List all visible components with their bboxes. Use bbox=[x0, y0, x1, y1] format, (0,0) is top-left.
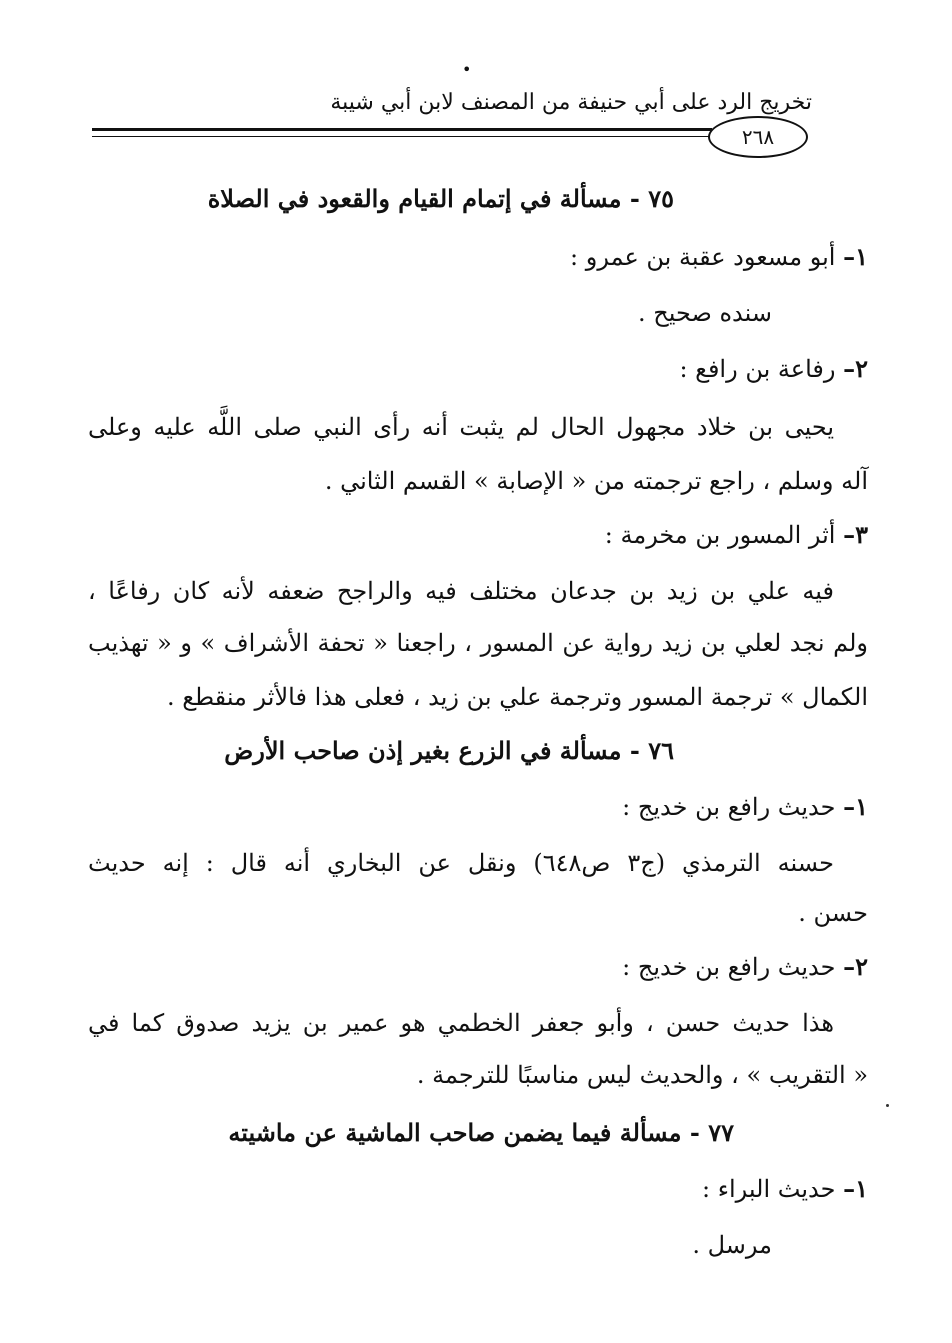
running-header-title: تخريج الرد على أبي حنيفة من المصنف لابن أبي شيبة bbox=[330, 90, 812, 115]
section-title: مسألة في الزرع بغير إذن صاحب الأرض bbox=[224, 736, 622, 765]
item-title: حديث رافع بن خديج : bbox=[622, 793, 836, 821]
item-title: أثر المسور بن مخرمة : bbox=[604, 521, 836, 549]
header-rule-thick bbox=[92, 128, 712, 131]
section-number: ٧٥ - bbox=[629, 184, 674, 213]
item-body-line: الكمال » ترجمة المسور وترجمة علي بن زيد ، فعلى هذا فالأثر منقطع . bbox=[166, 683, 868, 711]
item-number: ١– bbox=[843, 792, 868, 821]
section-title: مسألة فيما يضمن صاحب الماشية عن ماشيته bbox=[228, 1118, 682, 1147]
item-title: حديث البراء : bbox=[702, 1175, 836, 1203]
page-number-text: ٢٦٨ bbox=[741, 125, 775, 149]
item-body-line: حسنه الترمذي (ج٣ ص٦٤٨) ونقل عن البخاري أنه قال : إنه حديث bbox=[88, 849, 834, 877]
page-number bbox=[708, 116, 808, 158]
section-number: ٧٧ - bbox=[689, 1118, 734, 1147]
header-rule-thin bbox=[92, 136, 712, 137]
item-body-line: مرسل . bbox=[692, 1231, 772, 1259]
item-number: ٢– bbox=[843, 354, 868, 383]
item-title: حديث رافع بن خديج : bbox=[622, 953, 836, 981]
item-body-line: ولم نجد لعلي بن زيد رواية عن المسور ، راجعنا « تحفة الأشراف » و « تهذيب bbox=[88, 629, 868, 657]
list-item bbox=[679, 352, 868, 386]
list-item bbox=[570, 240, 868, 274]
item-body-line: يحيى بن خلاد مجهول الحال لم يثبت أنه رأى النبي صلى اللَّه عليه وعلى bbox=[88, 413, 834, 441]
item-body-line: هذا حديث حسن ، وأبو جعفر الخطمي هو عمير بن يزيد صدوق كما في bbox=[88, 1009, 834, 1037]
item-body-line: آله وسلم ، راجع ترجمته من « الإصابة » القسم الثاني . bbox=[324, 467, 868, 495]
item-body-line: « التقريب » ، والحديث ليس مناسبًا للترجمة . bbox=[416, 1061, 868, 1089]
section-title: مسألة في إتمام القيام والقعود في الصلاة bbox=[207, 184, 622, 213]
item-body-line: حسن . bbox=[798, 899, 868, 927]
item-title: أبو مسعود عقبة بن عمرو : bbox=[570, 243, 836, 271]
section-heading bbox=[208, 182, 674, 216]
item-body-line: سنده صحيح . bbox=[637, 299, 772, 327]
item-number: ١– bbox=[843, 1174, 868, 1203]
item-title: رفاعة بن رافع : bbox=[679, 355, 836, 383]
section-number: ٧٦ - bbox=[629, 736, 674, 765]
header-dot: • bbox=[462, 60, 472, 79]
section-heading bbox=[228, 1116, 734, 1150]
list-item bbox=[622, 790, 868, 824]
item-body-line: فيه علي بن زيد بن جدعان مختلف فيه والراجح ضعفه لأنه كان رفاعًا ، bbox=[88, 577, 834, 605]
list-item bbox=[605, 518, 868, 552]
item-number: ١– bbox=[843, 242, 868, 271]
list-item bbox=[702, 1172, 868, 1206]
item-number: ٢– bbox=[843, 952, 868, 981]
section-heading bbox=[224, 734, 674, 768]
item-number: ٣– bbox=[843, 520, 868, 549]
scan-speck bbox=[886, 1104, 889, 1107]
list-item bbox=[622, 950, 868, 984]
